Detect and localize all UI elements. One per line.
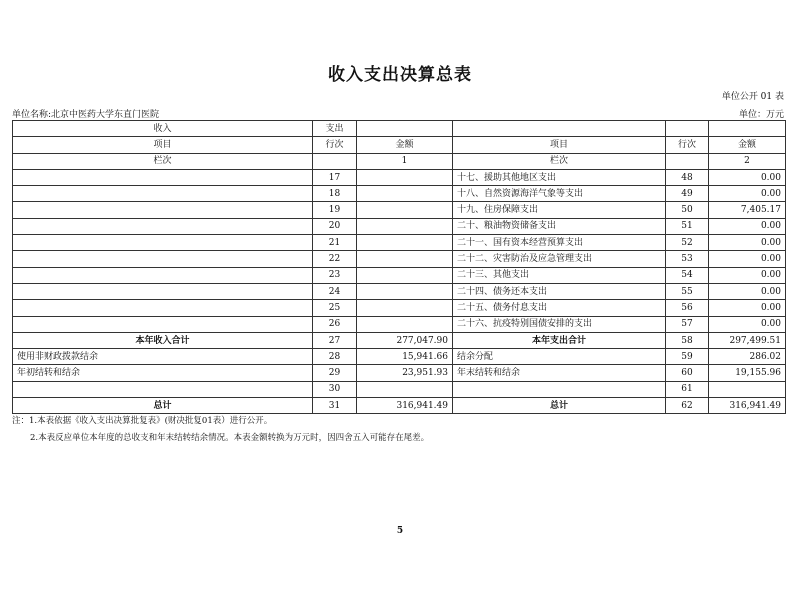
row-line-right: 60 bbox=[666, 365, 709, 381]
row-amount-right: 0.00 bbox=[709, 300, 786, 316]
row-line-left: 26 bbox=[313, 316, 357, 332]
row-item-right: 十八、自然资源海洋气象等支出 bbox=[453, 186, 666, 202]
row-amount-left bbox=[357, 283, 453, 299]
table-row bbox=[13, 235, 786, 251]
table-notes bbox=[12, 413, 429, 447]
income-total-amount: 277,047.90 bbox=[357, 332, 453, 348]
row-amount-left bbox=[357, 186, 453, 202]
column-index-2: 2 bbox=[709, 153, 786, 169]
column-index-1: 1 bbox=[357, 153, 453, 169]
table-row bbox=[13, 349, 786, 365]
row-line-right: 49 bbox=[666, 186, 709, 202]
row-amount-right: 0.00 bbox=[709, 186, 786, 202]
row-amount-left bbox=[357, 235, 453, 251]
row-amount-left: 15,941.66 bbox=[357, 349, 453, 365]
row-amount-right: 0.00 bbox=[709, 169, 786, 185]
row-amount-right: 0.00 bbox=[709, 283, 786, 299]
row-amount-right: 286.02 bbox=[709, 349, 786, 365]
header-row-sections bbox=[13, 121, 786, 137]
income-total-label: 本年收入合计 bbox=[13, 332, 313, 348]
row-amount-left bbox=[357, 316, 453, 332]
row-amount-left bbox=[357, 202, 453, 218]
expense-section-label: 支出 bbox=[313, 121, 357, 137]
grand-total-line-right: 62 bbox=[666, 398, 709, 414]
row-amount-left: 23,951.93 bbox=[357, 365, 453, 381]
form-number: 单位公开 01 表 bbox=[721, 92, 784, 102]
row-amount-right: 0.00 bbox=[709, 267, 786, 283]
header-row-columns bbox=[13, 137, 786, 153]
row-amount-left bbox=[357, 300, 453, 316]
column-label-right: 栏次 bbox=[453, 153, 666, 169]
grand-total-amount-right: 316,941.49 bbox=[709, 398, 786, 414]
row-line-right: 53 bbox=[666, 251, 709, 267]
grand-total-line-left: 31 bbox=[313, 398, 357, 414]
row-line-right: 59 bbox=[666, 349, 709, 365]
row-line-right: 52 bbox=[666, 235, 709, 251]
col-line-left: 行次 bbox=[313, 137, 357, 153]
col-amount-right: 金额 bbox=[709, 137, 786, 153]
row-line-right: 56 bbox=[666, 300, 709, 316]
col-item-right: 项目 bbox=[453, 137, 666, 153]
row-line-left: 18 bbox=[313, 186, 357, 202]
row-item-right: 结余分配 bbox=[453, 349, 666, 365]
table-row bbox=[13, 202, 786, 218]
row-line-left: 29 bbox=[313, 365, 357, 381]
table-row bbox=[13, 283, 786, 299]
table-row bbox=[13, 316, 786, 332]
row-item-left bbox=[13, 218, 313, 234]
row-item-right: 二十二、灾害防治及应急管理支出 bbox=[453, 251, 666, 267]
summary-table bbox=[12, 120, 786, 414]
column-label-left: 栏次 bbox=[13, 153, 313, 169]
grand-total-label-right: 总计 bbox=[453, 398, 666, 414]
note-1: 注：1.本表依据《收入支出决算批复表》(财决批复01表）进行公开。 bbox=[12, 416, 273, 426]
page-number: 5 bbox=[396, 526, 404, 536]
row-line-left: 22 bbox=[313, 251, 357, 267]
grand-total-row bbox=[13, 398, 786, 414]
row-amount-left bbox=[357, 251, 453, 267]
row-line-right: 50 bbox=[666, 202, 709, 218]
income-total-line: 27 bbox=[313, 332, 357, 348]
row-item-right: 十九、住房保障支出 bbox=[453, 202, 666, 218]
row-amount-right: 0.00 bbox=[709, 251, 786, 267]
table-row bbox=[13, 218, 786, 234]
row-item-left bbox=[13, 283, 313, 299]
row-line-right: 54 bbox=[666, 267, 709, 283]
row-item-left bbox=[13, 169, 313, 185]
row-amount-right: 0.00 bbox=[709, 316, 786, 332]
row-line-right: 57 bbox=[666, 316, 709, 332]
row-item-right: 二十六、抗疫特别国债安排的支出 bbox=[453, 316, 666, 332]
col-line-right: 行次 bbox=[666, 137, 709, 153]
expense-total-amount: 297,499.51 bbox=[709, 332, 786, 348]
table-row bbox=[13, 365, 786, 381]
grand-total-amount-left: 316,941.49 bbox=[357, 398, 453, 414]
row-line-left: 25 bbox=[313, 300, 357, 316]
row-item-left bbox=[13, 235, 313, 251]
row-amount-right: 0.00 bbox=[709, 235, 786, 251]
row-line-left: 24 bbox=[313, 283, 357, 299]
row-item-right: 二十三、其他支出 bbox=[453, 267, 666, 283]
unit-label: 单位：万元 bbox=[738, 110, 784, 120]
table-row bbox=[13, 169, 786, 185]
row-line-left: 23 bbox=[313, 267, 357, 283]
income-section-label: 收入 bbox=[13, 121, 313, 137]
row-amount-right: 19,155.96 bbox=[709, 365, 786, 381]
row-line-left: 20 bbox=[313, 218, 357, 234]
row-item-right: 二十一、国有资本经营预算支出 bbox=[453, 235, 666, 251]
row-line-left: 28 bbox=[313, 349, 357, 365]
row-line-left: 21 bbox=[313, 235, 357, 251]
row-line-right: 48 bbox=[666, 169, 709, 185]
header-row-column-index bbox=[13, 153, 786, 169]
row-item-right: 二十五、债务付息支出 bbox=[453, 300, 666, 316]
row-line-left: 19 bbox=[313, 202, 357, 218]
row-item-left: 使用非财政拨款结余 bbox=[13, 349, 313, 365]
row-amount-left bbox=[357, 169, 453, 185]
row-item-left bbox=[13, 202, 313, 218]
row-item-right: 十七、援助其他地区支出 bbox=[453, 169, 666, 185]
row-line-right: 51 bbox=[666, 218, 709, 234]
row-item-left bbox=[13, 300, 313, 316]
col-item-left: 项目 bbox=[13, 137, 313, 153]
row-amount-right: 0.00 bbox=[709, 218, 786, 234]
row-item-left bbox=[13, 267, 313, 283]
row-item-left: 年初结转和结余 bbox=[13, 365, 313, 381]
row-amount-right: 7,405.17 bbox=[709, 202, 786, 218]
table-row bbox=[13, 381, 786, 397]
table-row bbox=[13, 251, 786, 267]
row-line-right: 61 bbox=[666, 381, 709, 397]
row-amount-left bbox=[357, 218, 453, 234]
row-item-right: 二十四、债务还本支出 bbox=[453, 283, 666, 299]
table-row bbox=[13, 267, 786, 283]
row-line-left: 30 bbox=[313, 381, 357, 397]
row-item-left bbox=[13, 251, 313, 267]
table-row bbox=[13, 300, 786, 316]
row-amount-left bbox=[357, 267, 453, 283]
col-amount-left: 金额 bbox=[357, 137, 453, 153]
row-line-right: 55 bbox=[666, 283, 709, 299]
row-line-left: 17 bbox=[313, 169, 357, 185]
grand-total-label-left: 总计 bbox=[13, 398, 313, 414]
row-item-left bbox=[13, 316, 313, 332]
row-item-right: 二十、粮油物资储备支出 bbox=[453, 218, 666, 234]
expense-total-label: 本年支出合计 bbox=[453, 332, 666, 348]
income-expense-total-row bbox=[13, 332, 786, 348]
page-title: 收入支出决算总表 bbox=[328, 65, 472, 85]
expense-total-line: 58 bbox=[666, 332, 709, 348]
note-2: 2.本表反应单位本年度的总收支和年末结转结余情况。本表金额转换为万元时，因四舍五入可能存在尾差。 bbox=[30, 433, 430, 443]
row-item-right: 年末结转和结余 bbox=[453, 365, 666, 381]
table-row bbox=[13, 186, 786, 202]
row-item-left bbox=[13, 186, 313, 202]
unit-name: 单位名称:北京中医药大学东直门医院 bbox=[12, 110, 160, 120]
